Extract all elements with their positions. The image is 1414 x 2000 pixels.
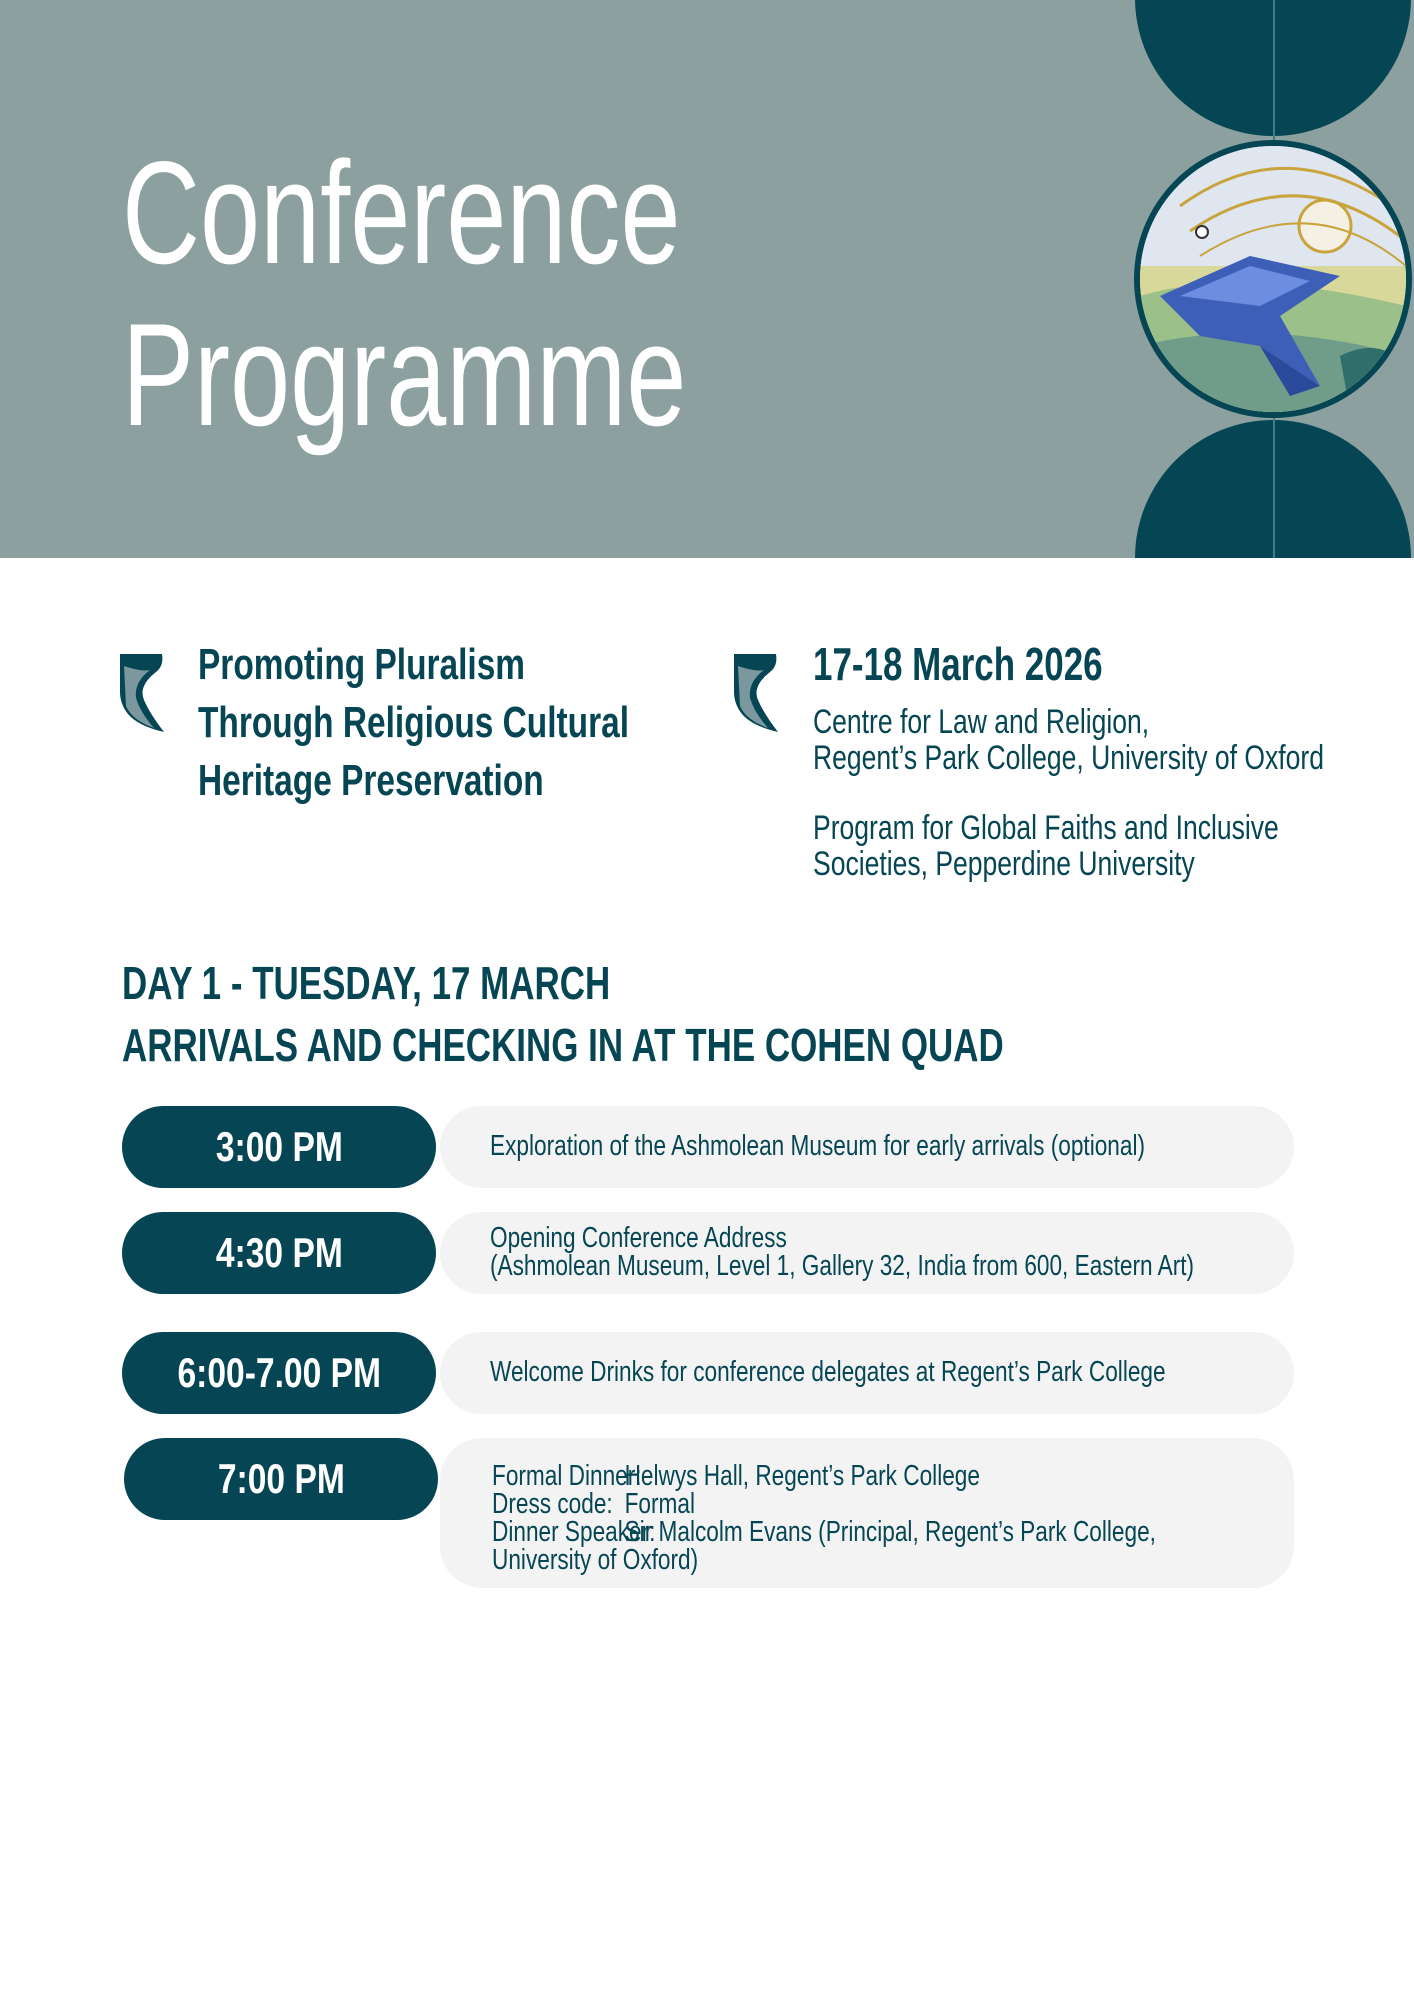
time-badge (122, 1106, 436, 1188)
schedule-row (122, 1438, 1294, 1588)
time-label: 6:00-7.00 PM (177, 1349, 381, 1396)
description-line: Exploration of the Ashmolean Museum for early arrivals (optional) (490, 1130, 1146, 1162)
conference-date: 17-18 March 2026 (813, 638, 1103, 690)
day-subtitle: ARRIVALS AND CHECKING IN AT THE COHEN QUAD (122, 1019, 1004, 1071)
quote-marker-icon (120, 652, 166, 732)
time-badge (122, 1332, 436, 1414)
dinner-value: Helwys Hall, Regent’s Park College (624, 1460, 980, 1492)
organiser-line: Program for Global Faiths and Inclusive (813, 809, 1279, 847)
conference-theme (198, 636, 765, 810)
schedule-row (122, 1332, 1294, 1414)
organisers (813, 704, 1414, 882)
speaker-label: Dinner Speaker: (492, 1516, 656, 1548)
organiser-line: Regent’s Park College, University of Oxford (813, 739, 1324, 777)
detail-line (492, 1462, 1156, 1490)
schedule-description (490, 1358, 1356, 1386)
quote-marker-icon (734, 652, 780, 732)
detail-line: University of Oxford) (492, 1544, 699, 1576)
detail-line (492, 1490, 1156, 1518)
schedule-row (122, 1106, 1294, 1188)
schedule-row (122, 1212, 1294, 1294)
time-label: 7:00 PM (217, 1455, 345, 1502)
title-line: Conference (122, 131, 681, 294)
dinner-details (492, 1462, 1343, 1574)
dress-label: Dress code: (492, 1488, 613, 1520)
schedule-description (490, 1224, 1393, 1280)
mosaic-artwork-image (1134, 140, 1412, 418)
schedule-description (490, 1132, 1330, 1160)
dress-value: Formal (624, 1488, 695, 1520)
day-title: DAY 1 - TUESDAY, 17 MARCH (122, 957, 611, 1009)
description-line: Opening Conference Address (490, 1222, 787, 1254)
time-label: 3:00 PM (215, 1123, 343, 1170)
time-label: 4:30 PM (215, 1229, 343, 1276)
time-badge (124, 1438, 438, 1520)
theme-line: Through Religious Cultural (198, 698, 629, 747)
time-badge (122, 1212, 436, 1294)
detail-line (492, 1518, 1156, 1546)
theme-line: Heritage Preservation (198, 756, 544, 805)
description-line: (Ashmolean Museum, Level 1, Gallery 32, India from 600, Eastern Art) (490, 1250, 1195, 1282)
speaker-value: Sir Malcolm Evans (Principal, Regent’s Park College, (624, 1516, 1156, 1548)
dinner-label: Formal Dinner: (492, 1460, 642, 1492)
page-title (122, 132, 885, 456)
header-banner (0, 0, 1414, 558)
organiser-line: Centre for Law and Religion, (813, 703, 1150, 741)
organiser-line: Societies, Pepperdine University (813, 845, 1195, 883)
day-heading (122, 952, 1282, 1076)
title-line: Programme (122, 293, 687, 456)
description-line: Welcome Drinks for conference delegates at Regent’s Park College (490, 1356, 1166, 1388)
theme-line: Promoting Pluralism (198, 640, 526, 689)
